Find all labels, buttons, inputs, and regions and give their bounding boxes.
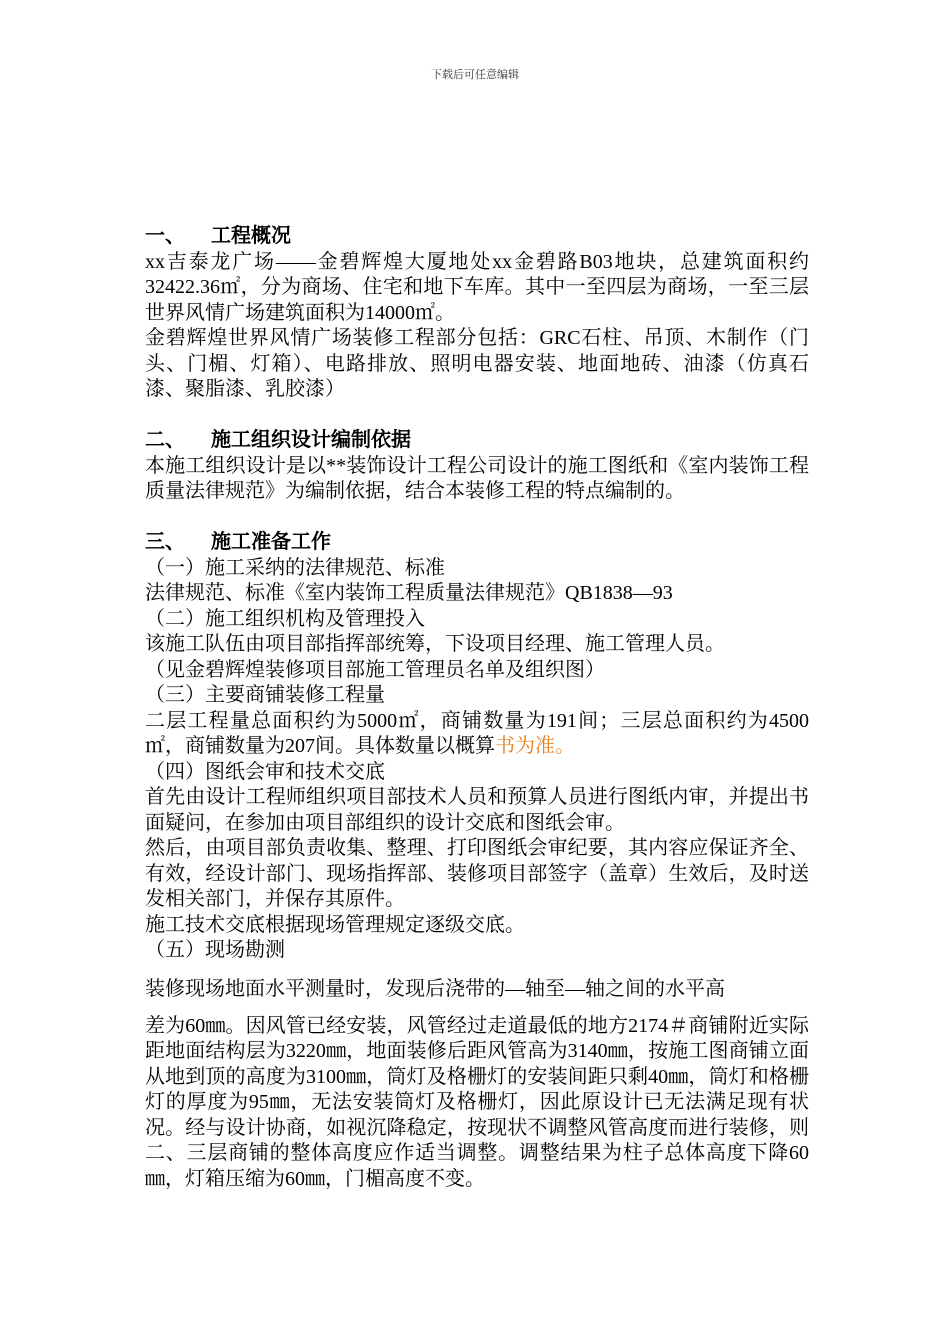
subsection-2-heading: （二）施工组织机构及管理投入 [145,607,425,630]
subsection-3-text: 二层工程量总面积约为5000㎡，商铺数量为191间；三层总面积约为4500㎡，商铺数量为207间。具体数量以概算 [145,709,809,757]
subsection-5-heading: （五）现场勘测 [145,939,285,961]
section-2-title: 施工组织设计编制依据 [211,429,411,451]
section-2-number: 二、 [145,429,185,451]
section-2-paragraph-1: 本施工组织设计是以**装饰设计工程公司设计的施工图纸和《室内装饰工程质量法律规范》为编制依据，结合本装修工程的特点编制的。 [145,454,809,502]
subsection-4-heading: （四）图纸会审和技术交底 [145,760,385,783]
spacer [145,403,809,429]
section-3-heading [145,530,809,556]
document-body [145,224,809,1192]
section-3-number: 三、 [145,531,185,553]
subsection-1-heading: （一）施工采纳的法律规范、标准 [145,556,445,579]
subsection-5-paragraph-2: 差为60㎜。因风管已经安装，风管经过走道最低的地方2174＃商铺附近实际距地面结构层为3220㎜，地面装修后距风管高为3140㎜，按施工图商铺立面从地到顶的高度为3100㎜，筒灯及格栅灯的安装间距只剩40㎜，筒灯和格栅灯的厚度为95㎜，无法安装筒灯及格栅灯，因此原设计已无法满足现有状况。经与设计协商，如视沉降稳定，按现状不调整风管高度而进行装修，则二、三层商铺的整体高度应作适当调整。调整结果为柱子总体高度下降60㎜，灯箱压缩为60㎜，门楣高度不变。 [145,1014,809,1190]
subsection-2-paragraph-1: 该施工队伍由项目部指挥部统筹，下设项目经理、施工管理人员。 [145,633,725,655]
subsection-4-paragraph-3: 施工技术交底根据现场管理规定逐级交底。 [145,913,525,936]
section-3-title: 施工准备工作 [211,531,331,553]
section-1-title: 工程概况 [211,225,291,247]
subsection-4-paragraph-2: 然后，由项目部负责收集、整理、打印图纸会审纪要，其内容应保证齐全、有效，经设计部门、现场指挥部、装修项目部签字（盖章）生效后，及时送发相关部门，并保存其原件。 [145,837,809,910]
subsection-5-paragraph-1: 装修现场地面水平测量时，发现后浇带的—轴至—轴之间的水平高 [145,977,725,1000]
page-header: 下载后可任意编辑 [431,68,519,81]
section-1-number: 一、 [145,225,185,247]
subsection-4-paragraph-1: 首先由设计工程师组织项目部技术人员和预算人员进行图纸内审，并提出书面疑问，在参加由项目部组织的设计交底和图纸会审。 [145,786,809,834]
subsection-3-highlight: 书为准。 [495,735,575,757]
subsection-1-paragraph: 法律规范、标准《室内装饰工程质量法律规范》QB1838—93 [145,582,673,604]
section-1-paragraph-1: xx吉泰龙广场——金碧辉煌大厦地处xx金碧路B03地块，总建筑面积约32422.36㎡，分为商场、住宅和地下车库。其中一至四层为商场，一至三层世界风情广场建筑面积为14000㎡。 [145,250,809,324]
section-1-paragraph-2: 金碧辉煌世界风情广场装修工程部分包括：GRC石柱、吊顶、木制作（门头、门楣、灯箱）、电路排放、照明电器安装、地面地砖、油漆（仿真石漆、聚脂漆、乳胶漆） [145,327,809,400]
section-2-heading [145,428,809,454]
subsection-3-paragraph [145,709,809,760]
subsection-2-paragraph-2: （见金碧辉煌装修项目部施工管理员名单及组织图） [145,658,605,681]
subsection-3-heading: （三）主要商铺装修工程量 [145,684,385,706]
section-1-heading [145,224,809,250]
spacer [145,505,809,531]
